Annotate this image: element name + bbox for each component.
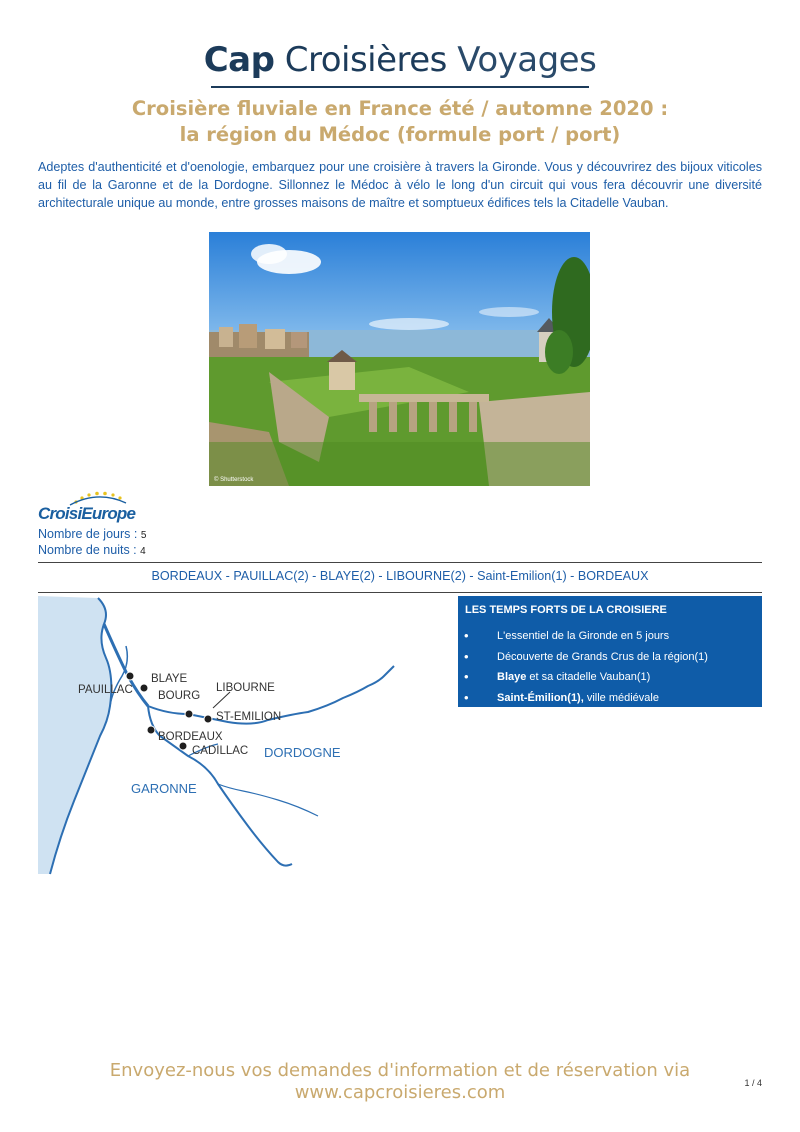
highlight-text: L'essentiel de la Gironde en 5 jours [497,630,670,642]
map-label-bordeaux: BORDEAUX [158,731,223,743]
map-label-blaye: BLAYE [151,673,188,685]
map-label-cadillac: CADILLAC [192,745,249,757]
nights-label: Nombre de nuits : [38,543,137,557]
map-label-dordogne: DORDOGNE [264,745,341,760]
footer-line-1: Envoyez-nous vos demandes d'information et de réservation via [109,1060,691,1081]
highlight-bold: Blaye [497,671,527,683]
nights-row [38,543,146,557]
page-title [0,96,800,148]
page-number: 1 / 4 [744,1078,762,1088]
photo-credit: © Shutterstock [214,477,254,483]
croisieurope-logo [38,490,138,526]
nights-value: 4 [140,546,146,557]
title-line-1: Croisière fluviale en France été / automne 2020 : [131,97,669,120]
divider-bottom [38,592,762,593]
days-row [38,527,146,541]
highlight-bold: Saint-Émilion(1), [497,691,584,704]
highlight-item [458,671,762,692]
map-illustration [38,596,408,876]
map-label-bourg: BOURG [158,690,201,702]
title-line-2: la région du Médoc (formule port / port) [179,123,621,146]
brand-part-croisieres: Croisières [284,40,447,80]
footer-contact [0,1060,800,1104]
highlight-text: Découverte de Grands Crus de la région(1) [497,650,708,663]
intro-paragraph: Adeptes d'authenticité et d'oenologie, embarquez pour une croisière à travers la Gironde. Vous y découvrirez des bijoux viticoles au fil de la Garonne et de la Dordogne. Sillonnez le Médoc à vélo le long d'un circuit qui vous fera découvrir une diversité architecturale unique au monde, entre grosses maisons de maître et somptueux édifices tels la Citadelle Vauban. [38,160,762,210]
map-label-st-emilion: ST-EMILION [216,711,282,723]
bullet-icon: • [464,628,469,643]
croisieurope-wordmark: CroisiEurope [38,504,136,523]
bullet-icon: • [464,648,469,664]
highlights-title: LES TEMPS FORTS DE LA CROISIERE [465,604,667,616]
highlights-list [458,630,762,712]
route-map [38,596,408,876]
highlight-item [458,630,762,651]
highlight-text: et sa citadelle Vauban(1) [526,671,651,683]
brand-part-voyages: Voyages [457,40,597,80]
map-label-pauillac: PAUILLAC [78,684,133,696]
highlight-item [458,648,762,672]
highlight-text: ville médiévale [583,691,659,704]
map-label-libourne: LIBOURNE [216,682,275,694]
days-value: 5 [140,530,147,541]
brand-logo [0,40,800,80]
logo-underline [211,86,589,88]
days-label: Nombre de jours : [38,527,138,541]
highlight-item [458,689,762,713]
divider-top [38,562,762,563]
cruise-photo [209,232,590,486]
footer-website-link[interactable]: www.capcroisieres.com [294,1082,506,1103]
brand-part-cap: Cap [203,40,275,80]
bullet-icon: • [464,669,469,684]
citadel-photo-illustration [209,232,590,486]
highlights-box [458,596,762,707]
route-itinerary: BORDEAUX - PAUILLAC(2) - BLAYE(2) - LIBOURNE(2) - Saint-Emilion(1) - BORDEAUX [151,569,649,583]
bullet-icon: • [464,689,469,705]
map-label-garonne: GARONNE [131,781,197,796]
